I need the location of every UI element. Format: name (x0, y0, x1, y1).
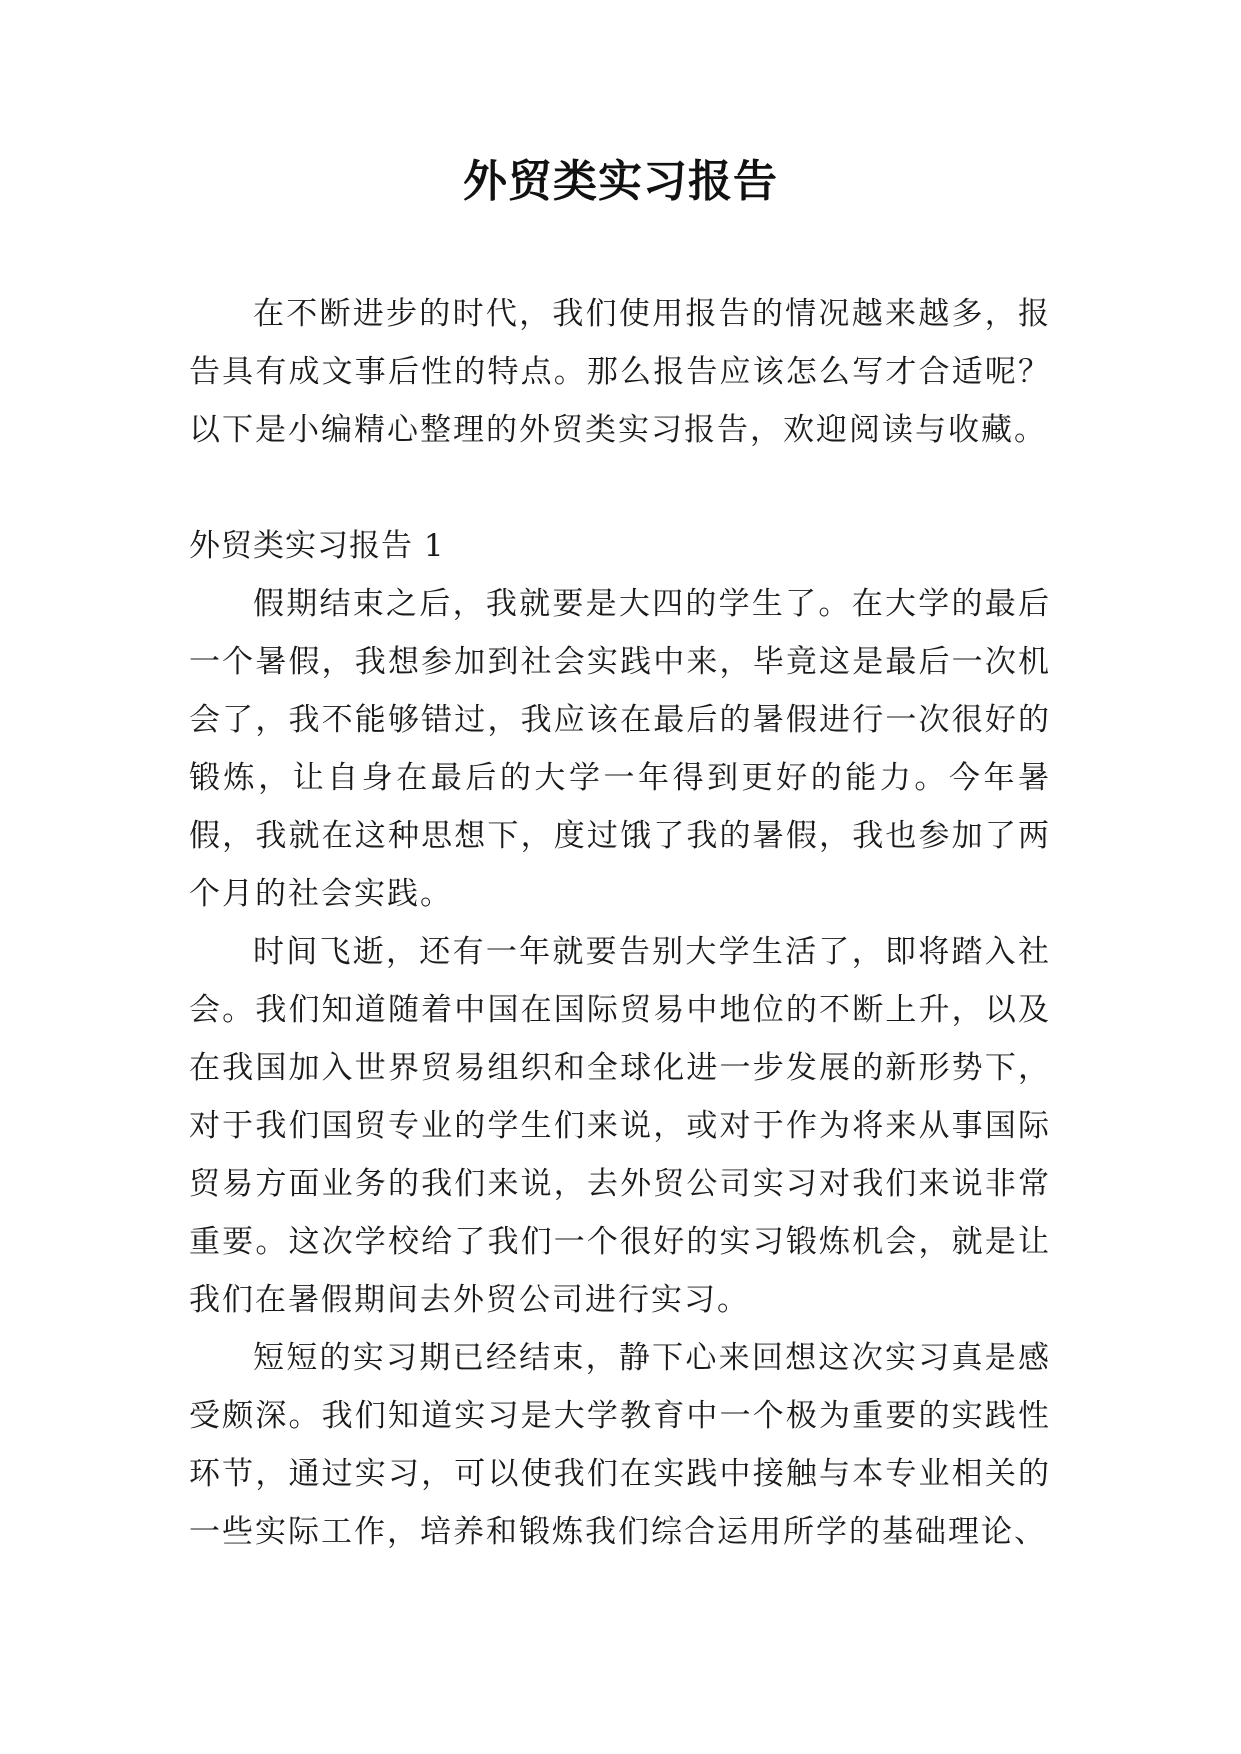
document-body (189, 285, 1051, 1561)
body-paragraph-1: 假期结束之后，我就要是大四的学生了。在大学的最后一个暑假，我想参加到社会实践中来，毕竟这是最后一次机会了，我不能够错过，我应该在最后的暑假进行一次很好的锻炼，让自身在最后的大学一年得到更好的能力。今年暑假，我就在这种思想下，度过饿了我的暑假，我也参加了两个月的社会实践。 (189, 586, 1051, 912)
section-title: 外贸类实习报告 1 (189, 528, 445, 564)
body-paragraph-2: 时间飞逝，还有一年就要告别大学生活了，即将踏入社会。我们知道随着中国在国际贸易中地位的不断上升，以及在我国加入世界贸易组织和全球化进一步发展的新形势下，对于我们国贸专业的学生们来说，或对于作为将来从事国际贸易方面业务的我们来说，去外贸公司实习对我们来说非常重要。这次学校给了我们一个很好的实习锻炼机会，就是让我们在暑假期间去外贸公司进行实习。 (189, 934, 1051, 1318)
document-title: 外贸类实习报告 (463, 156, 778, 207)
body-paragraph-3: 短短的实习期已经结束，静下心来回想这次实习真是感受颇深。我们知道实习是大学教育中一个极为重要的实践性环节，通过实习，可以使我们在实践中接触与本专业相关的一些实际工作，培养和锻炼我们综合运用所学的基础理论、 (189, 1340, 1051, 1550)
intro-paragraph: 在不断进步的时代，我们使用报告的情况越来越多，报告具有成文事后性的特点。那么报告应该怎么写才合适呢？以下是小编精心整理的外贸类实习报告，欢迎阅读与收藏。 (189, 296, 1051, 448)
